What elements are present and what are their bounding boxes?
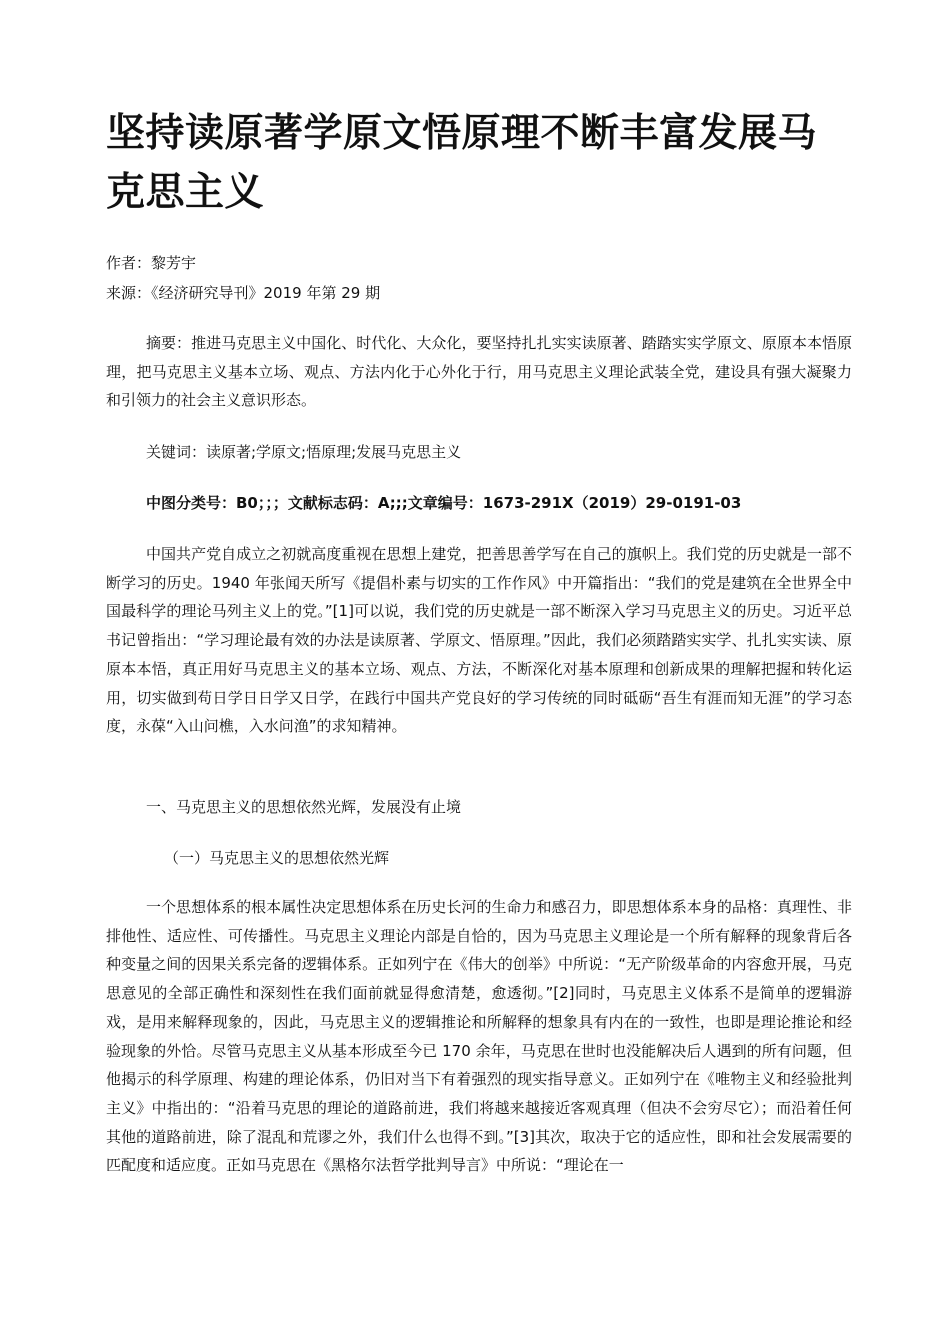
section1-paragraph: 一个思想体系的根本属性决定思想体系在历史长河的生命力和感召力，即思想体系本身的品格：真理性、非排他性、适应性、可传播性。马克思主义理论内部是自恰的，因为马克思主义理论是一个所有解释的现象背后各种变量之间的因果关系完备的逻辑体系。正如列宁在《伟大的创举》中所说：“无产阶级革命的内容愈开展，马克思意见的全部正确性和深刻性在我们面前就显得愈清楚，愈透彻。”[2]同时，马克思主义体系不是简单的逻辑游戏，是用来解释现象的，因此，马克思主义的逻辑推论和所解释的想象具有内在的一致性，也即是理论推论和经验现象的外恰。尽管马克思主义从基本形成至今已 170 余年，马克思在世时也没能解决后人遇到的所有问题，但他揭示的科学原理、构建的理论体系，仍旧对当下有着强烈的现实指导意义。正如列宁在《唯物主义和经验批判主义》中指出的：“沿着马克思的理论的道路前进，我们将越来越接近客观真理（但决不会穷尽它）；而沿着任何其他的道路前进，除了混乱和荒谬之外，我们什么也得不到。”[3]其次，取决于它的适应性，即和社会发展需要的匹配度和适应度。正如马克思在《黑格尔法哲学批判导言》中所说：“理论在一	[106, 898, 852, 1175]
subsection-heading-1: （一）马克思主义的思想依然光辉	[164, 849, 390, 867]
source-line: 来源：《经济研究导刊》2019 年第 29 期	[106, 284, 381, 302]
abstract-paragraph: 摘要：推进马克思主义中国化、时代化、大众化，要坚持扎扎实实读原著、踏踏实实学原文、原原本本悟原理，把马克思主义基本立场、观点、方法内化于心外化于行，用马克思主义理论武装全党，建设具有强大凝聚力和引领力的社会主义意识形态。	[106, 334, 852, 410]
article-title: 坚持读原著学原文悟原理不断丰富发展马克思主义	[106, 111, 818, 215]
intro-paragraph: 中国共产党自成立之初就高度重视在思想上建党，把善思善学写在自己的旗帜上。我们党的历史就是一部不断学习的历史。1940 年张闻天所写《提倡朴素与切实的工作作风》中开篇指出：“我们的党是建筑在全世界全中国最科学的理论马列主义上的党。”[1]可以说，我们党的历史就是一部不断深入学习马克思主义的历史。习近平总书记曾指出：“学习理论最有效的办法是读原著、学原文、悟原理。”因此，我们必须踏踏实实学、扎扎实实读、原原本本悟，真正用好马克思主义的基本立场、观点、方法，不断深化对基本原理和创新成果的理解把握和转化运用，切实做到苟日学日日学又日学，在践行中国共产党良好的学习传统的同时砥砺“吾生有涯而知无涯”的学习态度，永葆“入山问樵，入水问渔”的求知精神。	[106, 545, 852, 736]
classification-line: 中图分类号：B0；；；文献标志码：A;;;文章编号：1673-291X（2019）29-0191-03	[146, 494, 742, 512]
keywords-line: 关键词：读原著;学原文;悟原理;发展马克思主义	[146, 443, 462, 461]
section-heading-1: 一、马克思主义的思想依然光辉，发展没有止境	[146, 798, 462, 816]
author-line: 作者：黎芳宇	[106, 254, 197, 272]
